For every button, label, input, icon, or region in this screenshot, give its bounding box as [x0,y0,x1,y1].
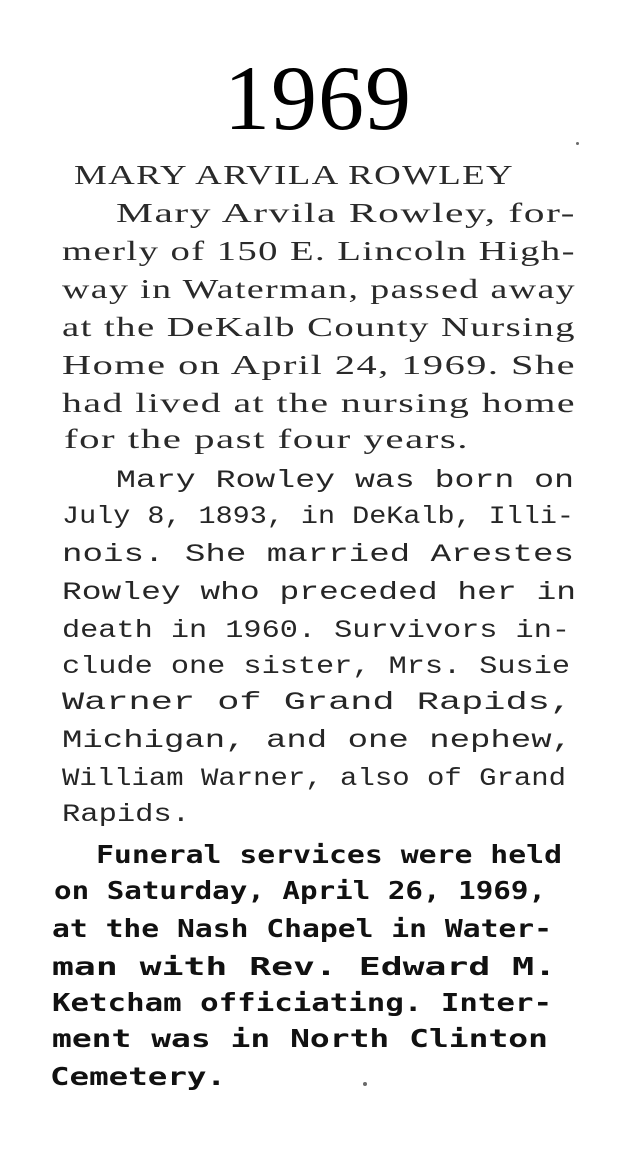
paragraph-1-line: had lived at the nursing home [62,388,577,418]
paragraph-3-line: Cemetery. [50,1062,227,1091]
paragraph-2-line: Mary Rowley was born on [116,466,575,495]
paragraph-2-line: clude one sister, Mrs. Susie [62,652,571,681]
paragraph-1-line: way in Waterman, passed away [62,274,577,304]
paragraph-3-line: ment was in North Clinton [52,1024,548,1053]
paragraph-3-line: man with Rev. Edward M. [52,952,557,981]
paragraph-2-line: Michigan, and one nephew, [62,726,573,755]
paragraph-3-line: on Saturday, April 26, 1969, [54,876,546,905]
headline: MARY ARVILA ROWLEY [74,160,514,190]
paragraph-3-line: Funeral services were held [96,840,563,869]
paragraph-3-line: at the Nash Chapel in Water- [52,914,552,943]
paragraph-1-line: at the DeKalb County Nursing [62,312,576,342]
paragraph-3-line: Ketcham officiating. Inter- [52,988,552,1017]
year-heading: 1969 [224,47,412,149]
speck-mark [576,142,579,145]
paragraph-2-line: Warner of Grand Rapids, [62,688,573,717]
paragraph-2-line: July 8, 1893, in DeKalb, Illi- [62,502,575,531]
paragraph-2-line: William Warner, also of Grand [62,764,566,793]
paragraph-1-line: Mary Arvila Rowley, for- [116,198,577,228]
speck-mark [363,1082,367,1086]
paragraph-1-line: merly of 150 E. Lincoln High- [62,236,576,266]
paragraph-2-line: Rapids. [62,800,191,829]
paragraph-1-line: Home on April 24, 1969. She [62,350,576,380]
paragraph-1-line: for the past four years. [64,424,469,454]
paragraph-2-line: nois. She married Arestes [62,540,574,569]
paragraph-2-line: Rowley who preceded her in [62,578,577,607]
paragraph-2-line: death in 1960. Survivors in- [62,616,571,645]
